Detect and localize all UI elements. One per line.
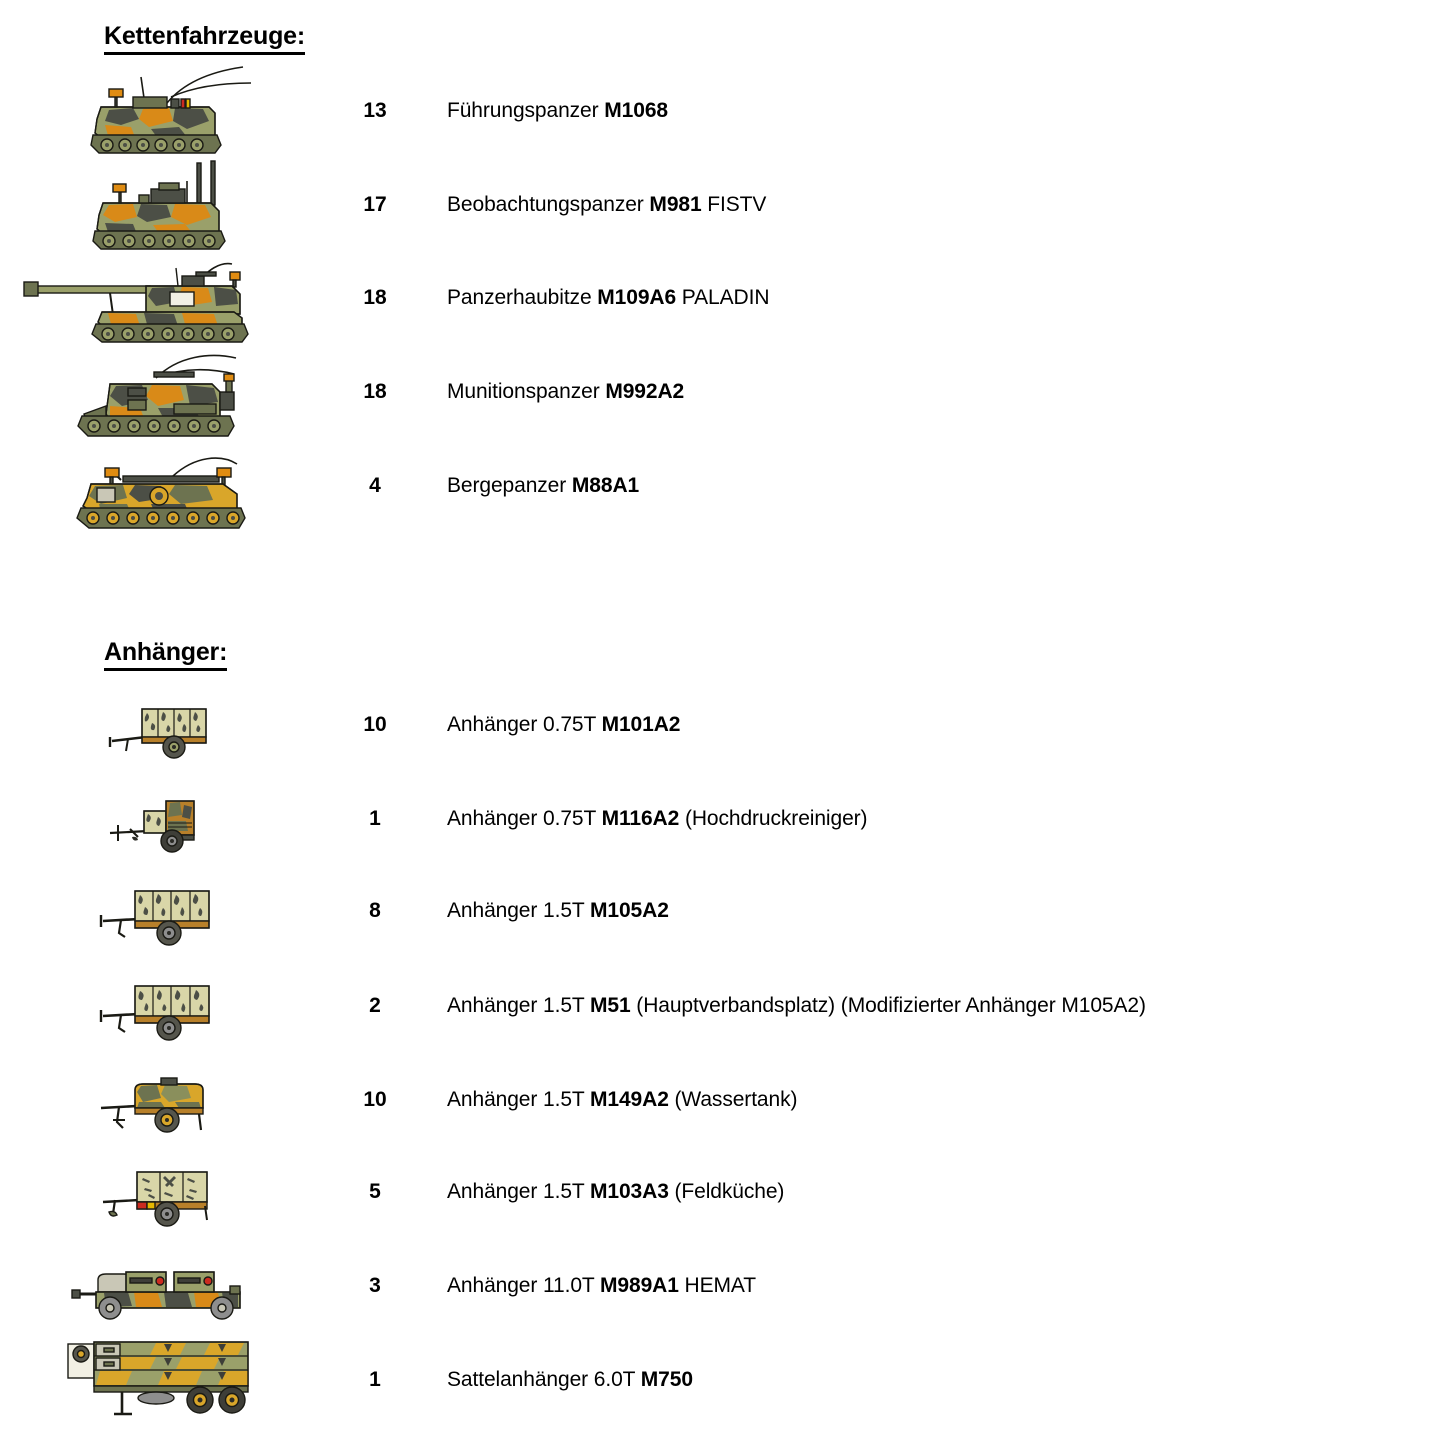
- vehicle-label-model: M101A2: [601, 713, 681, 736]
- vehicle-label-prefix: Anhänger 1.5T: [447, 899, 590, 922]
- vehicle-label: [447, 380, 684, 404]
- vehicle-label: [447, 1274, 756, 1298]
- vehicle-label-model: M88A1: [571, 474, 640, 497]
- vehicle-label-model: M149A2: [590, 1088, 669, 1111]
- vehicle-label: [447, 713, 680, 737]
- section-heading-tracked-vehicles: [104, 22, 305, 55]
- m989a1-hemat-trailer-icon: [0, 1250, 330, 1326]
- vehicle-label-model: M750: [640, 1368, 693, 1391]
- vehicle-label-suffix: PALADIN: [676, 286, 770, 309]
- vehicle-label: [447, 807, 867, 831]
- quantity-value: 4: [369, 474, 381, 497]
- quantity-value: 18: [363, 380, 387, 403]
- m103a3-field-kitchen-trailer-icon: [0, 1154, 330, 1234]
- vehicle-label-prefix: Führungspanzer: [447, 99, 605, 122]
- m149a2-water-tank-trailer-icon: [0, 1062, 330, 1142]
- m116a2-pressure-washer-trailer-icon: [0, 783, 330, 859]
- quantity-value: 1: [369, 807, 381, 830]
- vehicle-label: [447, 899, 669, 923]
- vehicle-label-prefix: Anhänger 0.75T: [447, 713, 602, 736]
- vehicle-label-prefix: Sattelanhänger 6.0T: [447, 1368, 641, 1391]
- section-heading-trailers-text: Anhänger:: [104, 638, 227, 671]
- quantity-value: 1: [369, 1368, 381, 1391]
- vehicle-label-suffix: HEMAT: [678, 1274, 756, 1297]
- vehicle-label-prefix: Anhänger 0.75T: [447, 807, 602, 830]
- vehicle-label-suffix: (Hochdruckreiniger): [679, 807, 868, 830]
- quantity-value: 2: [369, 994, 381, 1017]
- vehicle-label-model: M51: [590, 994, 631, 1017]
- vehicle-label: [447, 286, 769, 310]
- vehicle-label: [447, 1088, 797, 1112]
- vehicle-label-model: M992A2: [605, 380, 685, 403]
- vehicle-label-suffix: (Feldküche): [668, 1180, 785, 1203]
- vehicle-label: [447, 1180, 784, 1204]
- quantity-value: 10: [363, 1088, 387, 1111]
- m992a2-ammunition-carrier-icon: [0, 346, 330, 442]
- m88a1-recovery-vehicle-icon: [0, 442, 330, 534]
- m981-fistv-tracked-vehicle-icon: [0, 154, 330, 260]
- quantity-value: 3: [369, 1274, 381, 1297]
- section-heading-trailers: [104, 638, 227, 671]
- vehicle-label-model: M116A2: [601, 807, 680, 830]
- vehicle-label: [447, 99, 668, 123]
- vehicle-label: [447, 994, 1146, 1018]
- vehicle-label-prefix: Beobachtungspanzer: [447, 193, 650, 216]
- vehicle-label-prefix: Munitionspanzer: [447, 380, 606, 403]
- vehicle-label-prefix: Anhänger 11.0T: [447, 1274, 601, 1297]
- vehicle-label-prefix: Panzerhaubitze: [447, 286, 598, 309]
- m750-semi-trailer-icon: [0, 1340, 330, 1424]
- vehicle-label: [447, 193, 766, 217]
- quantity-value: 18: [363, 286, 387, 309]
- vehicle-label-model: M109A6: [597, 286, 677, 309]
- vehicle-label-suffix: FISTV: [701, 193, 767, 216]
- vehicle-label: [447, 1368, 693, 1392]
- m101a2-cargo-trailer-icon: [0, 689, 330, 765]
- m105a2-cargo-trailer-icon: [0, 873, 330, 953]
- m109a6-paladin-howitzer-icon: [0, 252, 300, 348]
- vehicle-label-suffix: (Hauptverbandsplatz) (Modifizierter Anhänger M105A2): [630, 994, 1146, 1017]
- vehicle-label-model: M989A1: [600, 1274, 679, 1297]
- vehicle-label-prefix: Anhänger 1.5T: [447, 1180, 590, 1203]
- vehicle-label-prefix: Anhänger 1.5T: [447, 1088, 590, 1111]
- section-heading-tracked-vehicles-text: Kettenfahrzeuge:: [104, 22, 305, 55]
- m51-medical-trailer-icon: [0, 968, 330, 1048]
- quantity-value: 5: [369, 1180, 381, 1203]
- vehicle-label-prefix: Bergepanzer: [447, 474, 572, 497]
- vehicle-label-model: M103A3: [590, 1180, 669, 1203]
- quantity-value: 17: [363, 193, 387, 216]
- quantity-value: 13: [363, 99, 387, 122]
- vehicle-label-model: M105A2: [590, 899, 669, 922]
- vehicle-label-prefix: Anhänger 1.5T: [447, 994, 590, 1017]
- vehicle-label-model: M981: [649, 193, 702, 216]
- vehicle-label-suffix: (Wassertank): [668, 1088, 798, 1111]
- vehicle-label: [447, 474, 639, 498]
- quantity-value: 8: [369, 899, 381, 922]
- vehicle-label-model: M1068: [604, 99, 668, 122]
- quantity-value: 10: [363, 713, 387, 736]
